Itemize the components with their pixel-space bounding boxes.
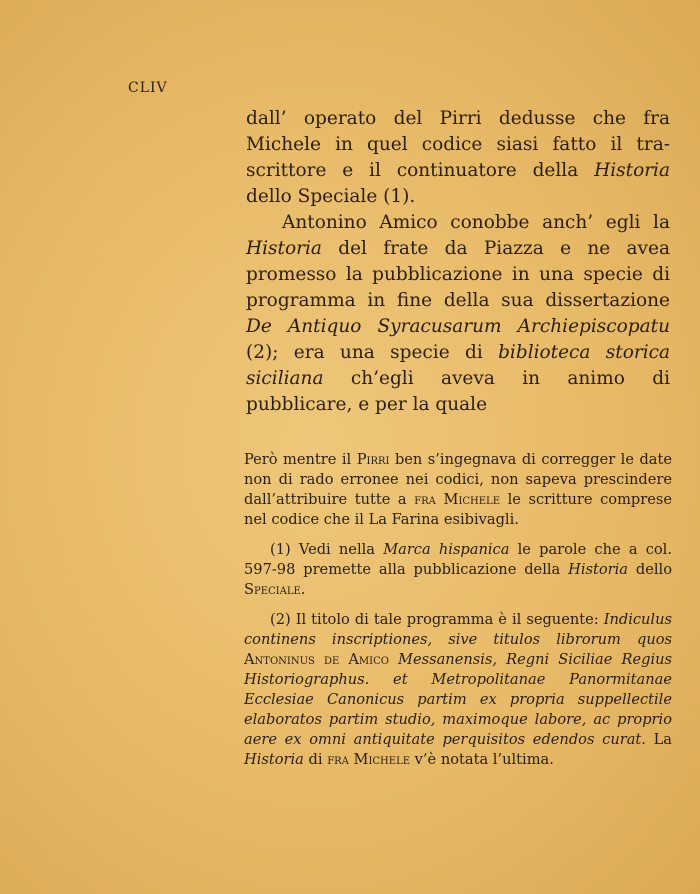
text-run: La xyxy=(645,731,673,748)
small-caps-name: Speciale xyxy=(244,581,301,598)
text-run: v’è notata l’ultima. xyxy=(410,751,554,768)
italic-title: Historia xyxy=(568,561,628,578)
small-caps-name: Antoninus de Amico xyxy=(244,651,389,668)
paragraph-2 xyxy=(246,210,670,418)
text-run: (1) Vedi nella xyxy=(270,541,384,558)
text-run: ch’egli aveva in animo di pubblicare, e per la quale xyxy=(246,368,670,415)
text-run: dello xyxy=(628,561,672,578)
footnote-1 xyxy=(244,540,672,600)
text-run: Però mentre il xyxy=(244,451,357,468)
italic-title: Historia xyxy=(594,160,670,181)
paragraph-1 xyxy=(246,106,670,210)
page-number: CLIV xyxy=(128,80,168,96)
small-caps-name: Pirri xyxy=(356,451,390,468)
text-run: Antonino Amico conobbe anch’ egli la xyxy=(282,212,670,233)
italic-title: Messanensis, Regni Siciliae Regius Historiographus. et Metropolitanae Panormitanae Ecclesiae Canonicus partim ex propria suppellectile elaboratos partim studio, maximoque labore, ac proprio aere ex omni antiquitate perquisitos edendos curat. xyxy=(244,651,673,748)
text-run: . xyxy=(300,581,306,598)
text-run: (2) Il titolo di tale programma è il seguente: xyxy=(270,611,604,628)
text-run: (2); era una specie di xyxy=(246,342,499,363)
text-run xyxy=(389,651,398,668)
italic-title: De Antiquo Syracusarum Archiepiscopatu xyxy=(246,316,670,337)
text-run: del frate da Piazza e ne avea promesso la pubblicazione in una specie di programma in fine della sua dissertazione xyxy=(246,238,670,311)
small-caps-name: fra Michele xyxy=(414,491,501,508)
italic-title: Marca hispanica xyxy=(383,541,510,558)
italic-title: Historia xyxy=(244,751,304,768)
small-caps-name: fra Michele xyxy=(327,751,411,768)
italic-title: Indiculus continens inscriptiones, sive titulos librorum quos xyxy=(244,611,672,648)
text-run: di xyxy=(303,751,328,768)
italic-title: Historia xyxy=(246,238,322,259)
main-text xyxy=(246,106,670,418)
footnote-continuation xyxy=(244,450,672,530)
text-run: dello Speciale (1). xyxy=(246,186,416,207)
italic-title: biblioteca storica siciliana xyxy=(246,342,670,389)
text-run: dall’ operato del Pirri dedusse che fra Michele in quel codice siasi fatto il trascrittore e il continuatore della xyxy=(246,108,670,181)
footnotes xyxy=(244,450,672,780)
text-run: le parole che a col. 597-98 premette alla pubblicazione della xyxy=(244,541,672,578)
footnote-2 xyxy=(244,610,672,770)
text-run: ben s’ingegnava di corregger le date non di rado erronee nei codici, non sapeva prescindere dall’attribuire tutte a xyxy=(244,451,672,508)
text-run: le scritture comprese nel codice che il La Farina esibivagli. xyxy=(244,491,673,528)
